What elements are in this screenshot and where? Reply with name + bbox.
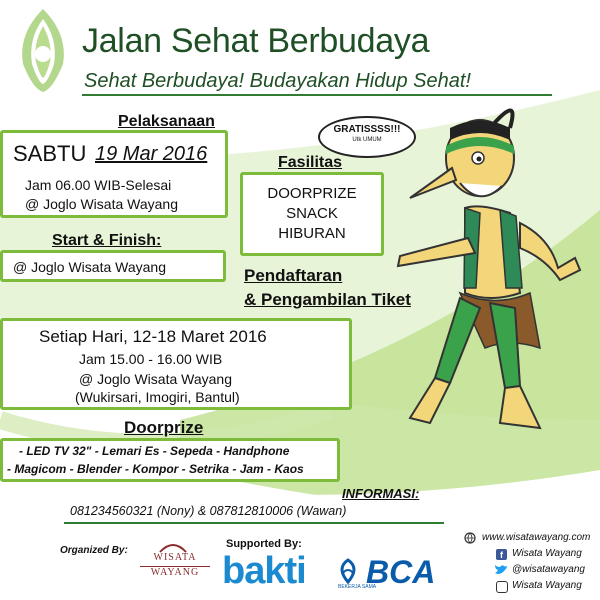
supported-by-label: Supported By:: [226, 538, 302, 550]
informasi-heading: INFORMASI:: [342, 486, 420, 501]
instagram-icon: [496, 581, 508, 593]
event-date: 19 Mar 2016: [95, 143, 208, 165]
fasilitas-item-doorprize: DOORPRIZE: [267, 185, 357, 202]
event-place: @ Joglo Wisata Wayang: [25, 196, 178, 212]
informasi-underline: [64, 522, 444, 524]
pendaftaran-box: [0, 318, 352, 410]
fasilitas-heading: Fasilitas: [278, 154, 343, 171]
website-link[interactable]: www.wisatawayang.com: [482, 532, 591, 543]
organizer-logo-line-1: WISATA: [153, 552, 197, 563]
bubble-text: GRATISSSS!!!: [333, 124, 401, 135]
bca-sub-label: BEKERJA SAMA: [338, 584, 377, 590]
pendaftaran-heading-2: & Pengambilan Tiket: [244, 290, 411, 309]
twitter-link[interactable]: @wisatawayang: [512, 564, 585, 575]
pendaftaran-dates: Setiap Hari, 12-18 Maret 2016: [39, 327, 267, 346]
pelaksanaan-heading: Pelaksanaan: [118, 113, 215, 130]
facebook-link[interactable]: Wisata Wayang: [512, 548, 582, 559]
fasilitas-item-snack: SNACK: [286, 205, 338, 222]
twitter-icon: [494, 564, 508, 576]
pendaftaran-time: Jam 15.00 - 16.00 WIB: [79, 351, 223, 367]
doorprize-row-1: - LED TV 32" - Lemari Es - Sepeda - Handphone: [19, 444, 290, 458]
fasilitas-box: [240, 172, 384, 256]
page-title: Jalan Sehat Berbudaya: [82, 22, 430, 60]
doorprize-row-2: - Magicom - Blender - Kompor - Setrika - Jam - Kaos: [7, 462, 304, 476]
pendaftaran-address: (Wukirsari, Imogiri, Bantul): [75, 389, 240, 405]
informasi-contacts: 081234560321 (Nony) & 087812810006 (Wawan): [70, 504, 347, 518]
pelaksanaan-box: [0, 130, 228, 218]
doorprize-box: [0, 438, 340, 482]
bca-emblem-icon: [334, 558, 362, 584]
start-finish-box: [0, 250, 226, 282]
fasilitas-item-hiburan: HIBURAN: [278, 225, 346, 242]
globe-icon: [464, 532, 476, 544]
organized-by-label: Organized By:: [60, 545, 128, 556]
facebook-icon: f: [496, 549, 507, 560]
event-day: SABTU: [13, 141, 87, 166]
sponsor-bakti-logo: bakti: [222, 550, 306, 592]
doorprize-heading: Doorprize: [124, 418, 204, 437]
start-finish-place: @ Joglo Wisata Wayang: [13, 259, 166, 275]
start-finish-heading: Start & Finish:: [52, 232, 162, 249]
pendaftaran-place: @ Joglo Wisata Wayang: [79, 371, 232, 387]
organizer-logo-icon: [158, 538, 188, 554]
event-logo-icon: [8, 4, 78, 94]
bubble-subtext: Utk UMUM: [352, 137, 382, 143]
page-subtitle: Sehat Berbudaya! Budayakan Hidup Sehat!: [84, 70, 471, 92]
wayang-character-illustration: [380, 88, 595, 438]
sponsor-bca-logo: BCA: [366, 554, 436, 590]
organizer-logo-line-2: WAYANG: [140, 566, 210, 578]
pendaftaran-heading-1: Pendaftaran: [244, 266, 343, 285]
instagram-link[interactable]: Wisata Wayang: [512, 580, 582, 591]
event-time: Jam 06.00 WIB-Selesai: [25, 177, 172, 193]
